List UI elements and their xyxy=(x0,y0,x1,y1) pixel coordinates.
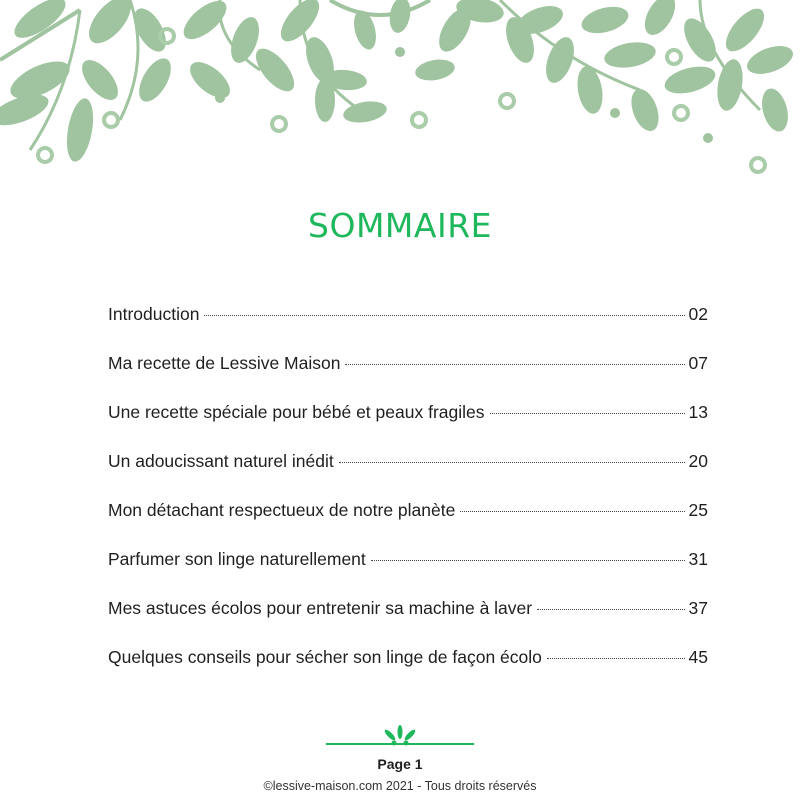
toc-entry-label: Quelques conseils pour sécher son linge de façon écolo xyxy=(108,647,542,667)
toc-leader-dots xyxy=(460,510,684,512)
toc-entry-label: Parfumer son linge naturellement xyxy=(108,549,366,569)
toc-entry[interactable] xyxy=(108,402,708,451)
leafy-vine-icon xyxy=(0,0,800,180)
toc-entry[interactable] xyxy=(108,304,708,353)
toc-entry-label: Ma recette de Lessive Maison xyxy=(108,353,341,373)
toc-entry[interactable] xyxy=(108,500,708,549)
toc-leader-dots xyxy=(537,608,684,610)
toc-leader-dots xyxy=(547,657,685,659)
sprout-icon xyxy=(326,724,474,750)
toc-entry-page: 31 xyxy=(688,549,708,569)
toc-leader-dots xyxy=(345,363,684,365)
page-number: Page 1 xyxy=(377,756,423,772)
table-of-contents xyxy=(108,304,708,696)
page-title: SOMMAIRE xyxy=(308,206,492,245)
toc-entry-page: 07 xyxy=(688,353,708,373)
toc-entry-label: Mon détachant respectueux de notre planète xyxy=(108,500,456,520)
toc-entry-page: 20 xyxy=(688,451,708,471)
toc-entry[interactable] xyxy=(108,451,708,500)
toc-leader-dots xyxy=(371,559,685,561)
toc-entry[interactable] xyxy=(108,353,708,402)
toc-entry[interactable] xyxy=(108,647,708,696)
toc-leader-dots xyxy=(339,461,685,463)
toc-entry-label: Un adoucissant naturel inédit xyxy=(108,451,334,471)
toc-leader-dots xyxy=(490,412,685,414)
toc-entry-label: Mes astuces écolos pour entretenir sa machine à laver xyxy=(108,598,533,618)
toc-entry-label: Introduction xyxy=(108,304,200,324)
toc-entry-page: 25 xyxy=(688,500,708,520)
toc-entry[interactable] xyxy=(108,549,708,598)
toc-entry-page: 45 xyxy=(688,647,708,667)
toc-entry-page: 02 xyxy=(688,304,708,324)
toc-entry-label: Une recette spéciale pour bébé et peaux fragiles xyxy=(108,402,485,422)
toc-leader-dots xyxy=(204,314,684,316)
toc-entry[interactable] xyxy=(108,598,708,647)
copyright-notice: ©lessive-maison.com 2021 - Tous droits réservés xyxy=(263,779,537,793)
toc-entry-page: 13 xyxy=(688,402,708,422)
toc-entry-page: 37 xyxy=(688,598,708,618)
